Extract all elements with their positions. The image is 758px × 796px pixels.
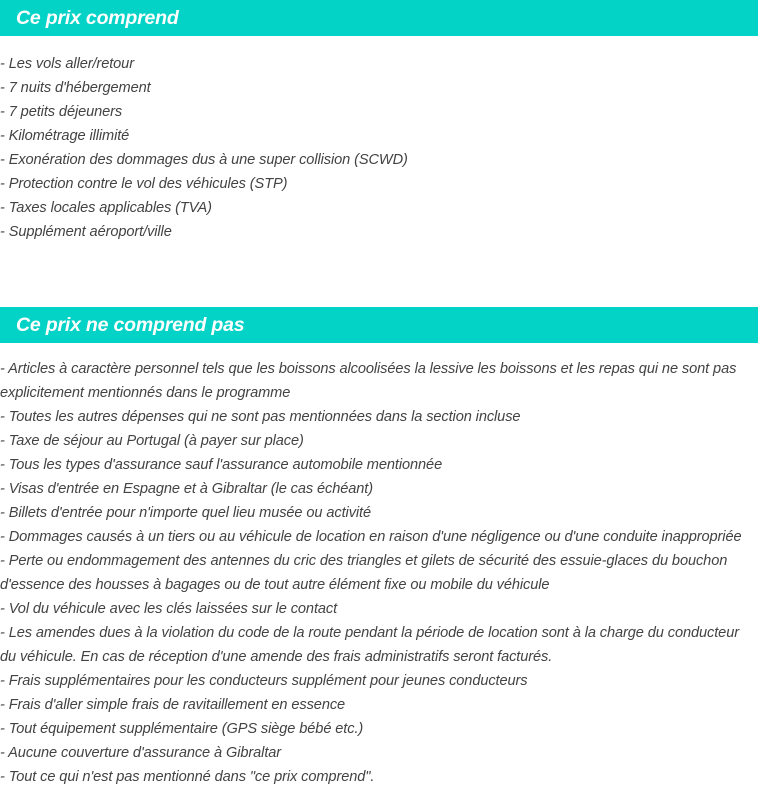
section-title-included: Ce prix comprend: [16, 7, 179, 29]
section-title-not-included: Ce prix ne comprend pas: [16, 314, 245, 336]
list-item: - Vol du véhicule avec les clés laissées sur le contact: [0, 601, 338, 617]
list-item: - Perte ou endommagement des antennes du cric des triangles et gilets de sécurité des essuie-glaces du bouchon d'essence des housses à bagages ou de tout autre élément fixe ou mobile du véhicule: [0, 553, 728, 593]
spacer-after-included-header: [0, 36, 758, 52]
list-item: - Les vols aller/retour: [0, 56, 134, 72]
list-item: - Visas d'entrée en Espagne et à Gibraltar (le cas échéant): [0, 481, 374, 497]
not-included-list: [0, 357, 758, 789]
list-item: - Exonération des dommages dus à une super collision (SCWD): [0, 152, 408, 168]
list-item: - Articles à caractère personnel tels que les boissons alcoolisées la lessive les boissons et les repas qui ne sont pas explicitement mentionnés dans le programme: [0, 361, 737, 401]
included-list: [0, 52, 758, 244]
spacer-between-sections: [0, 244, 758, 307]
list-item: - Kilométrage illimité: [0, 128, 130, 144]
list-item: - Supplément aéroport/ville: [0, 224, 172, 240]
list-item: - Tous les types d'assurance sauf l'assurance automobile mentionnée: [0, 457, 443, 473]
list-item: - Billets d'entrée pour n'importe quel lieu musée ou activité: [0, 505, 372, 521]
list-item: - Taxe de séjour au Portugal (à payer sur place): [0, 433, 304, 449]
list-item: - Toutes les autres dépenses qui ne sont pas mentionnées dans la section incluse: [0, 409, 521, 425]
list-item: - Dommages causés à un tiers ou au véhicule de location en raison d'une négligence ou d'une conduite inappropriée: [0, 529, 742, 545]
list-item: - 7 nuits d'hébergement: [0, 80, 151, 96]
section-header-not-included: [0, 307, 758, 343]
list-item: - Protection contre le vol des véhicules (STP): [0, 176, 288, 192]
list-item: - 7 petits déjeuners: [0, 104, 123, 120]
spacer-after-not-included-header: [0, 343, 758, 357]
list-item: - Aucune couverture d'assurance à Gibraltar: [0, 745, 282, 761]
list-item: - Tout ce qui n'est pas mentionné dans "ce prix comprend".: [0, 769, 375, 785]
list-item: - Taxes locales applicables (TVA): [0, 200, 212, 216]
list-item: - Les amendes dues à la violation du code de la route pendant la période de location sont à la charge du conducteur du véhicule. En cas de réception d'une amende des frais administratifs seront facturés.: [0, 625, 739, 665]
list-item: - Frais supplémentaires pour les conducteurs supplément pour jeunes conducteurs: [0, 673, 528, 689]
section-header-included: [0, 0, 758, 36]
list-item: - Tout équipement supplémentaire (GPS siège bébé etc.): [0, 721, 364, 737]
list-item: - Frais d'aller simple frais de ravitaillement en essence: [0, 697, 346, 713]
